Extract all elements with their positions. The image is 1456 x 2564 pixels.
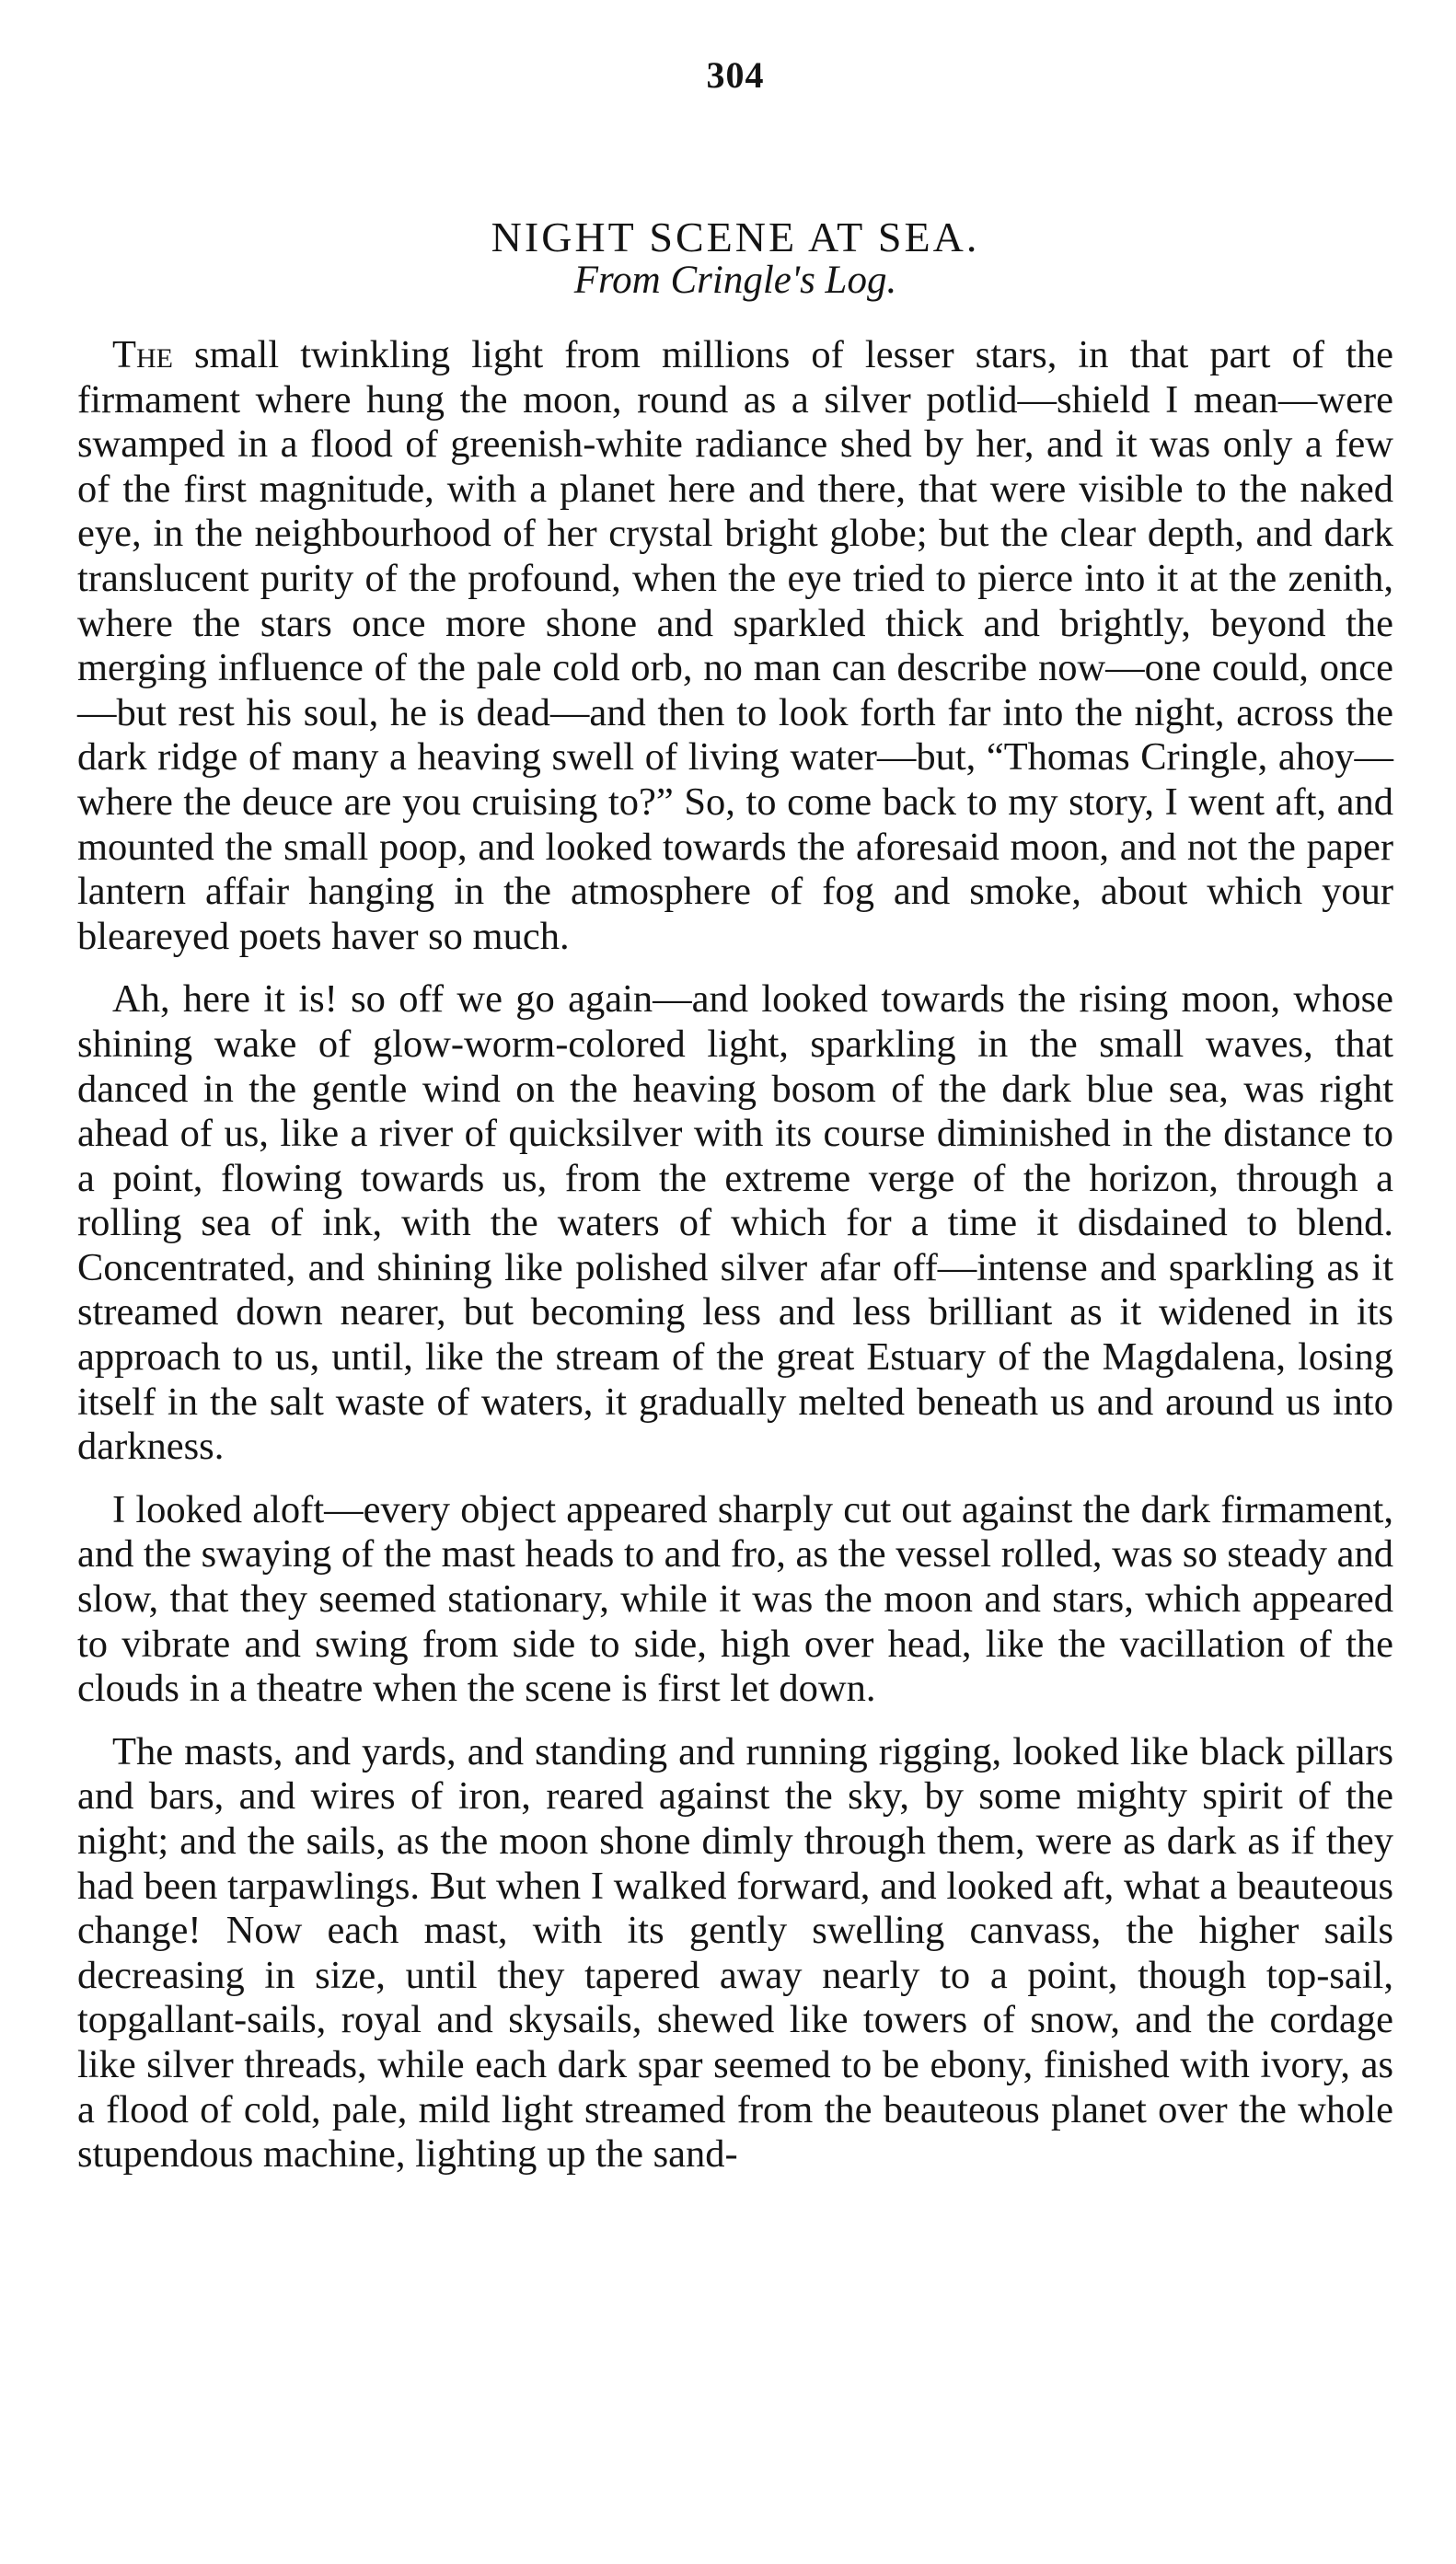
paragraph-1-text: small twinkling light from millions of lesser stars, in that part of the firmament where hung the moon, round as a silver potlid—shield I mean—were swamped in a flood of greenish-white radiance shed by her, and it was only a few of the first magnitude, with a planet here and there, that were visible to the naked eye, in the neighbourhood of her crystal bright globe; but the clear depth, and dark translucent purity of the profound, when the eye tried to pierce into it at the zenith, where the stars once more shone and sparkled thick and brightly, beyond the merging influence of the pale cold orb, no man can describe now—one could, once—but rest his soul, he is dead—and then to look forth far into the night, across the dark ridge of many a heaving swell of living water—but, “Thomas Cringle, ahoy—where the deuce are you cruising to?” So, to come back to my story, I went aft, and mounted the small poop, and looked towards the aforesaid moon, and not the paper lantern affair hanging in the atmosphere of fog and smoke, about which your bleareyed poets haver so much. xyxy=(77,333,1393,958)
page-subtitle: From Cringle's Log. xyxy=(573,259,897,302)
page-title: NIGHT SCENE AT SEA. xyxy=(491,213,980,260)
paragraph-1-lead: The xyxy=(112,333,173,376)
book-page xyxy=(77,0,1393,2564)
article-body xyxy=(77,333,1393,2196)
paragraph-4: The masts, and yards, and standing and running rigging, looked like black pillars and bars, and wires of iron, reared against the sky, by some mighty spirit of the night; and the sails, as the moon shone dimly through them, were as dark as if they had been tarpawlings. But when I walked forward, and looked aft, what a beauteous change! Now each mast, with its gently swelling canvass, the higher sails decreasing in size, until they tapered away nearly to a point, though top-sail, topgallant-sails, royal and skysails, shewed like towers of snow, and the cordage like silver threads, while each dark spar seemed to be ebony, finished with ivory, as a flood of cold, pale, mild light streamed from the beauteous planet over the whole stupendous machine, lighting up the sand- xyxy=(77,1729,1393,2177)
paragraph-3: I looked aloft—every object appeared sharply cut out against the dark firmament, and the swaying of the mast heads to and fro, as the vessel rolled, was so steady and slow, that they seemed stationary, while it was the moon and stars, which appeared to vibrate and swing from side to side, high over head, like the vacillation of the clouds in a theatre when the scene is first let down. xyxy=(77,1487,1393,1711)
page-number: 304 xyxy=(706,54,765,96)
paragraph-2: Ah, here it is! so off we go again—and looked towards the rising moon, whose shining wake of glow-worm-colored light, sparkling in the small waves, that danced in the gentle wind on the heaving bosom of the dark blue sea, was right ahead of us, like a river of quicksilver with its course diminished in the distance to a point, flowing towards us, from the extreme verge of the horizon, through a rolling sea of ink, with the waters of which for a time it disdained to blend. Concentrated, and shining like polished silver afar off—intense and sparkling as it streamed down nearer, but becoming less and less brilliant as it widened in its approach to us, until, like the stream of the great Estuary of the Magdalena, losing itself in the salt waste of waters, it gradually melted beneath us and around us into darkness. xyxy=(77,977,1393,1469)
paragraph-1 xyxy=(77,333,1393,959)
